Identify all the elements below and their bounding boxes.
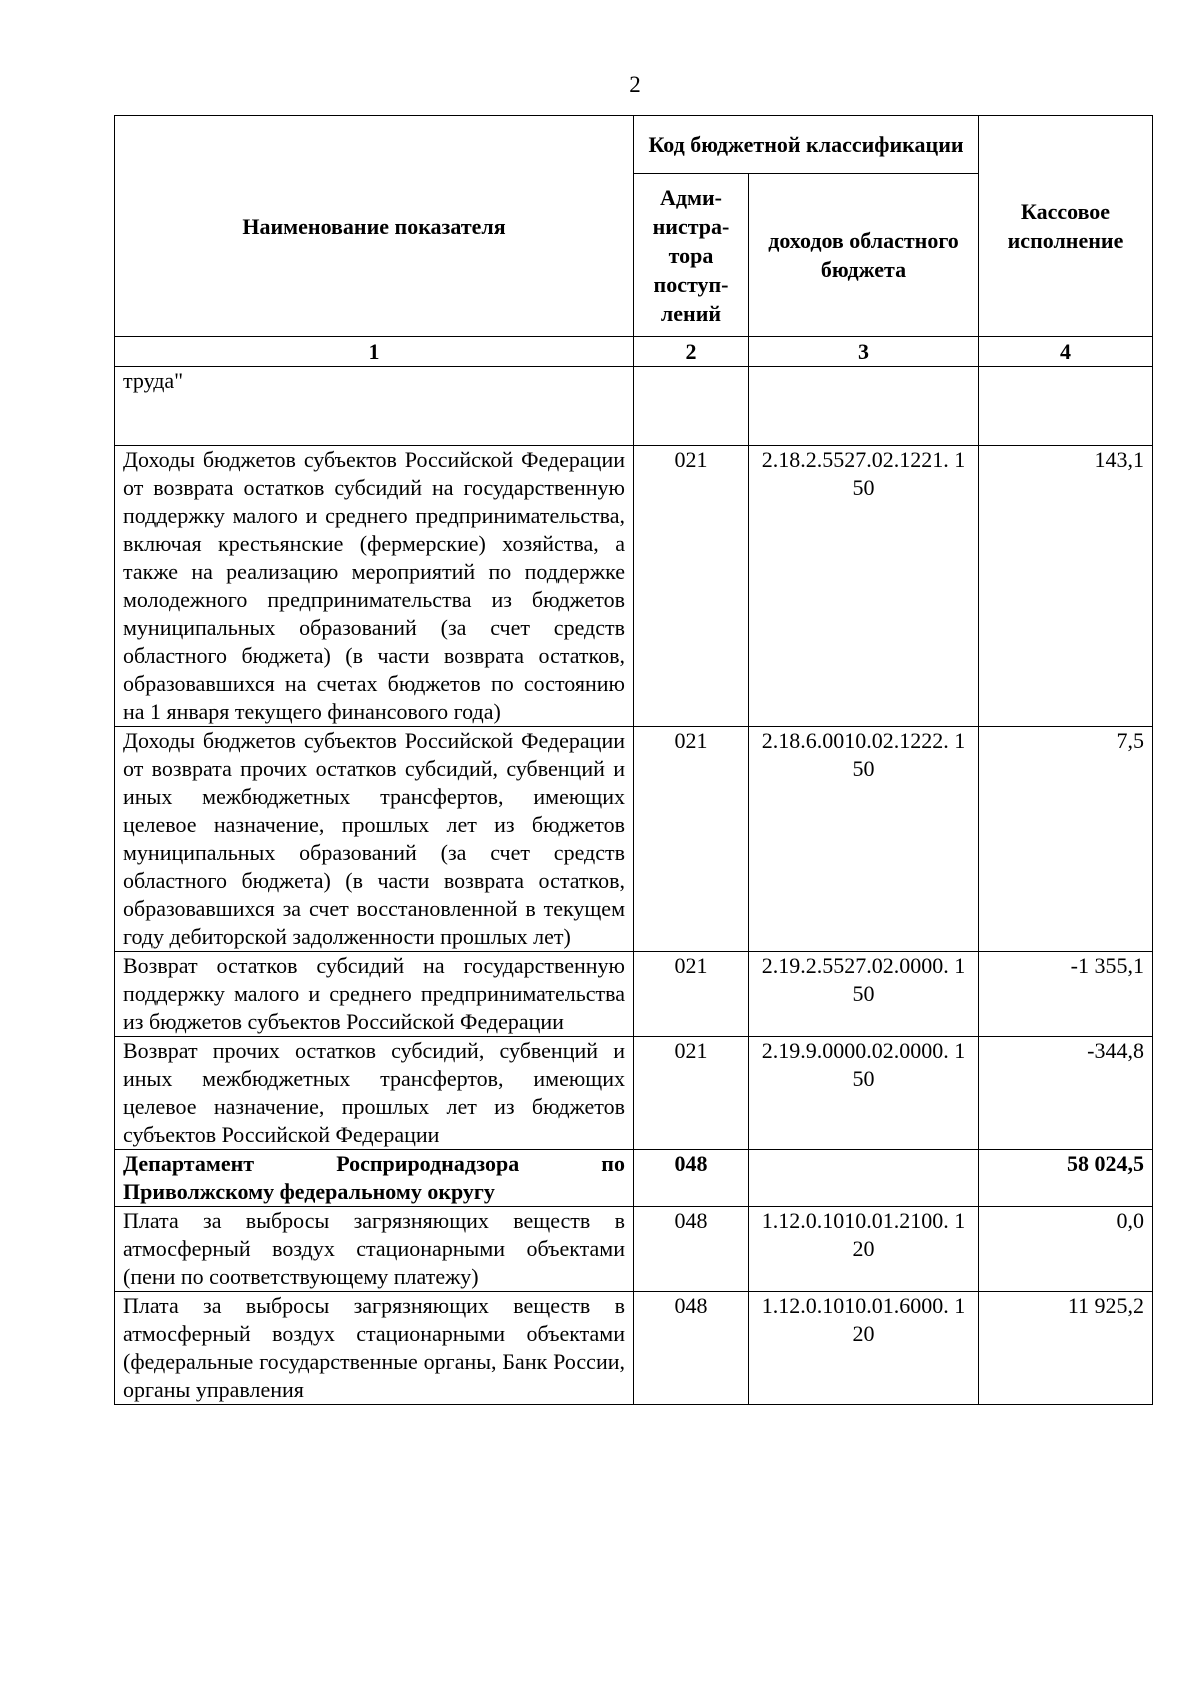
header-administrator: Адми-нистра-тора поступ-лений <box>634 174 749 337</box>
column-number-4: 4 <box>979 337 1153 367</box>
row-amount: -1 355,1 <box>979 952 1153 1037</box>
table-row <box>115 1292 1153 1405</box>
row-code: 1.12.0.1010.01.2100. 120 <box>749 1207 979 1292</box>
row-name: труда" <box>115 367 634 446</box>
header-classification: Код бюджетной классификации <box>634 116 979 174</box>
row-admin: 048 <box>634 1207 749 1292</box>
row-amount: 11 925,2 <box>979 1292 1153 1405</box>
header-name: Наименование показателя <box>115 116 634 337</box>
column-number-1: 1 <box>115 337 634 367</box>
row-name: Плата за выбросы загрязняющих веществ в атмосферный воздух стационарными объектами (пени по соответствующему платежу) <box>115 1207 634 1292</box>
row-amount: 7,5 <box>979 727 1153 952</box>
row-amount <box>979 367 1153 446</box>
table-row <box>115 952 1153 1037</box>
column-number-3: 3 <box>749 337 979 367</box>
row-code: 2.19.2.5527.02.0000. 150 <box>749 952 979 1037</box>
row-admin: 021 <box>634 446 749 727</box>
row-code: 1.12.0.1010.01.6000. 120 <box>749 1292 979 1405</box>
row-code: 2.19.9.0000.02.0000. 150 <box>749 1037 979 1150</box>
row-admin: 048 <box>634 1292 749 1405</box>
row-amount: 0,0 <box>979 1207 1153 1292</box>
row-amount: 143,1 <box>979 446 1153 727</box>
row-code <box>749 1150 979 1207</box>
budget-table <box>114 115 1153 1405</box>
table-row <box>115 1207 1153 1292</box>
column-number-2: 2 <box>634 337 749 367</box>
row-admin <box>634 367 749 446</box>
row-name: Возврат прочих остатков субсидий, субвенций и иных межбюджетных трансфертов, имеющих целевое назначение, прошлых лет из бюджетов субъектов Российской Федерации <box>115 1037 634 1150</box>
row-name: Доходы бюджетов субъектов Российской Федерации от возврата остатков субсидий на государственную поддержку малого и среднего предпринимательства, включая крестьянские (фермерские) хозяйства, а также на реализацию мероприятий по поддержке молодежного предпринимательства из бюджетов муниципальных образований (за счет средств областного бюджета) (в части возврата остатков, образовавшихся на счетах бюджетов по состоянию на 1 января текущего финансового года) <box>115 446 634 727</box>
row-name: Плата за выбросы загрязняющих веществ в атмосферный воздух стационарными объектами (федеральные государственные органы, Банк России, органы управления <box>115 1292 634 1405</box>
row-admin: 021 <box>634 727 749 952</box>
row-admin: 021 <box>634 1037 749 1150</box>
row-code: 2.18.6.0010.02.1222. 150 <box>749 727 979 952</box>
row-code <box>749 367 979 446</box>
row-name: Возврат остатков субсидий на государственную поддержку малого и среднего предпринимательства из бюджетов субъектов Российской Федерации <box>115 952 634 1037</box>
row-amount: 58 024,5 <box>979 1150 1153 1207</box>
page-number: 2 <box>629 72 641 97</box>
row-admin: 048 <box>634 1150 749 1207</box>
table-row <box>115 367 1153 446</box>
row-name: Доходы бюджетов субъектов Российской Федерации от возврата прочих остатков субсидий, субвенций и иных межбюджетных трансфертов, имеющих целевое назначение, прошлых лет из бюджетов муниципальных образований (за счет средств областного бюджета) (в части возврата остатков, образовавшихся за счет восстановленной в текущем году дебиторской задолженности прошлых лет) <box>115 727 634 952</box>
row-name: Департамент Росприроднадзора по Приволжскому федеральному округу <box>115 1150 634 1207</box>
header-income: доходов областного бюджета <box>749 174 979 337</box>
table-row <box>115 446 1153 727</box>
table-row <box>115 1037 1153 1150</box>
header-execution: Кассовое исполнение <box>979 116 1153 337</box>
row-code: 2.18.2.5527.02.1221. 150 <box>749 446 979 727</box>
table-row <box>115 727 1153 952</box>
row-amount: -344,8 <box>979 1037 1153 1150</box>
row-admin: 021 <box>634 952 749 1037</box>
table-row-department <box>115 1150 1153 1207</box>
